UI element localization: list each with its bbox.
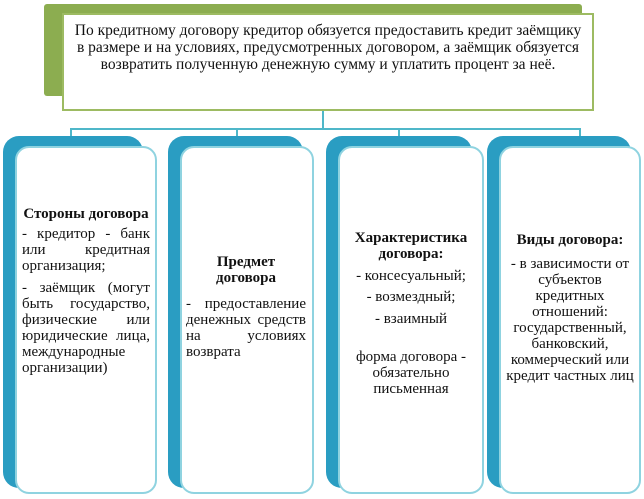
column-2-item: - предоставление денежных средств на условиях возврата [186,296,306,360]
column-2-heading: Предмет договора [216,254,276,286]
column-4-item: - в зависимости от субъектов кредитных отношений: государственный, банковский, коммерческий или кредит частных лиц [506,256,634,384]
column-3-item: форма договора - обязательно письменная [355,349,467,397]
column-1-heading: Стороны договора [23,206,149,222]
connector-vertical [322,111,324,129]
column-3-item: - взаимный [374,311,448,327]
column-1-item: - кредитор - банк или кредитная организация; [22,226,150,274]
column-4-content [503,232,637,384]
column-3-item: - консесуальный; [356,268,466,284]
column-1-content [22,206,150,376]
column-4-heading: Виды договора: [516,232,624,248]
column-3-heading: Характеристика договора: [354,230,468,262]
column-1-item: - заёмщик (могут быть государство, физические или юридические лица, международные организации) [22,280,150,376]
column-3-content [343,230,479,397]
connector-horizontal [70,128,580,130]
column-3-item: - возмездный; [366,289,456,305]
definition-text: По кредитному договору кредитор обязуется предоставить кредит заёмщику в размере и на условиях, предусмотренных договором, а заёмщик обязуется возвратить полученную денежную сумму и уплатить процент за неё. [74,22,582,73]
column-2-content [186,254,306,360]
